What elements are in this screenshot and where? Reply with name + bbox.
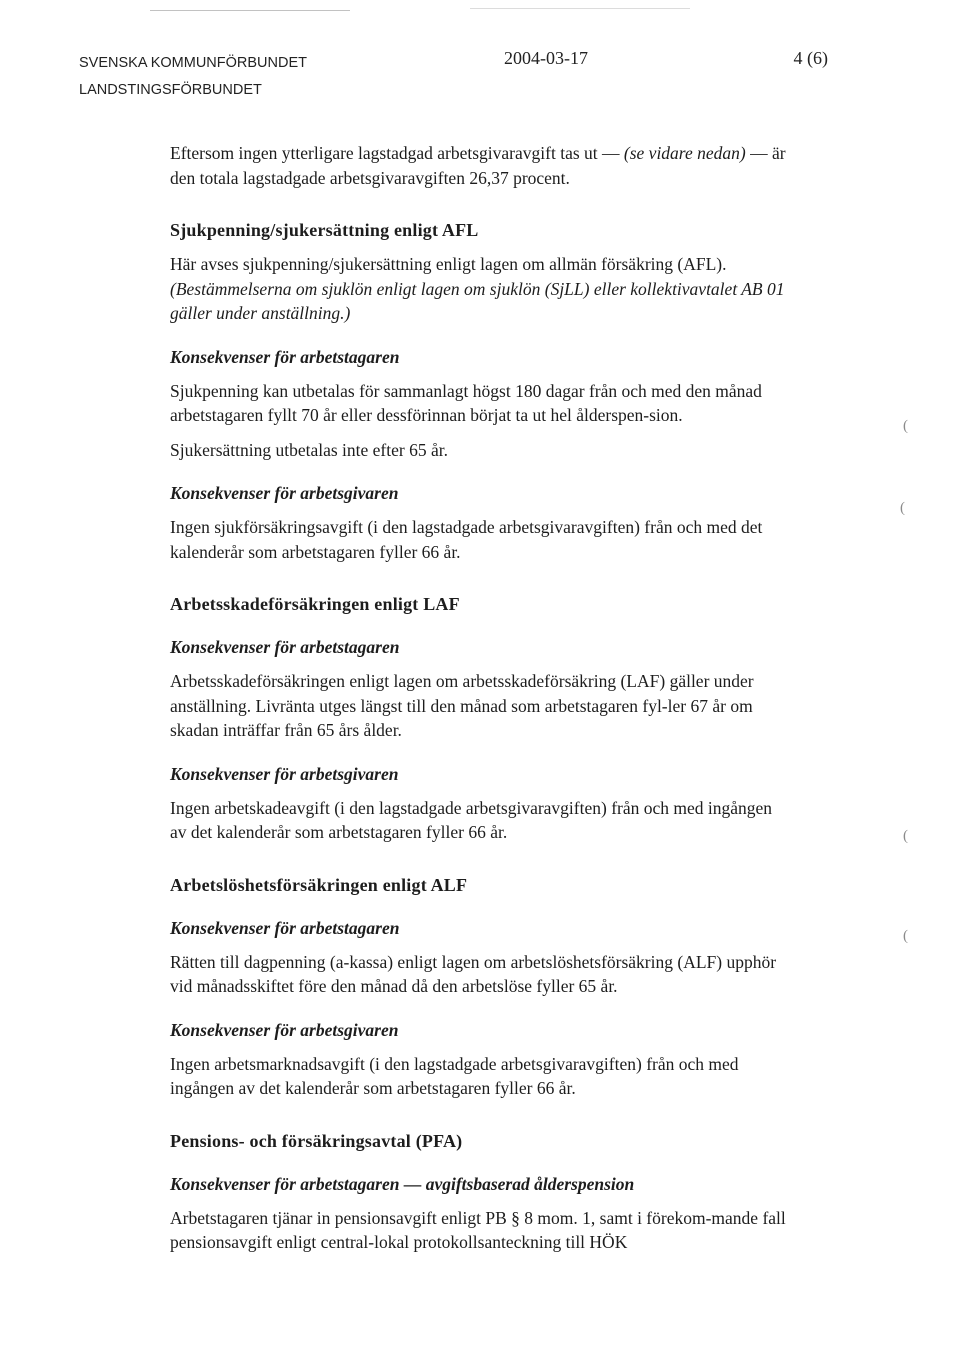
intro-italic: (se vidare nedan) [623, 143, 746, 163]
sjuk-arbetsgivaren-paragraph: Ingen sjukförsäkringsavgift (i den lagstadgade arbetsgivaravgiften) från och med det kalenderår som arbetstagaren fyller 66 år. [170, 517, 763, 562]
sjuk-arbetstagaren-paragraph-1: Sjukpenning kan utbetalas för sammanlagt högst 180 dagar från och med den månad arbetstagaren fyllt 70 år eller dessförinnan börjat ta ut hel ålderspen-sion. [170, 380, 762, 425]
sjuk-subheading-arbetsgivaren: Konsekvenser för arbetsgivaren [170, 483, 399, 503]
page-number: 4 (6) [793, 48, 828, 68]
intro-text-b: — är den totala lagstadgade arbetsgivaravgiften 26,37 procent. [170, 143, 786, 188]
sjuk-body-italic: (Bestämmelserna om sjuklön enligt lagen om sjuklön (SjLL) eller kollektivavtalet AB 01 gäller under anställning.) [170, 278, 785, 323]
sjuk-paragraph [170, 252, 790, 326]
scan-artifact [150, 10, 350, 11]
sjuk-arbetstagaren-paragraph-2: Sjukersättning utbetalas inte efter 65 år. [170, 439, 448, 460]
margin-mark: ( [900, 500, 905, 516]
document-body [170, 141, 790, 1255]
pfa-arbetstagaren-paragraph: Arbetstagaren tjänar in pensionsavgift enligt PB § 8 mom. 1, samt i förekom-mande fall pensionsavgift enligt central-lokal protokollsanteckning till HÖK [170, 1207, 786, 1252]
laf-arbetsgivaren-paragraph: Ingen arbetskadeavgift (i den lagstadgade arbetsgivaravgiften) från och med ingången av det kalenderår som arbetstagaren fyller 66 år. [170, 797, 773, 842]
intro-text-a: Eftersom ingen ytterligare lagstadgad arbetsgivaravgift tas ut — [170, 143, 624, 163]
pfa-subheading-arbetstagaren: Konsekvenser för arbetstagaren — avgiftsbaserad ålderspension [170, 1173, 635, 1194]
sjuk-body-text: Här avses sjukpenning/sjukersättning enligt lagen om allmän försäkring (AFL). [170, 254, 727, 274]
sjuk-subheading-arbetstagaren: Konsekvenser för arbetstagaren [170, 346, 400, 367]
alf-arbetstagaren-paragraph: Rätten till dagpenning (a-kassa) enligt lagen om arbetslöshetsförsäkring (ALF) upphör vid månadsskiftet före den månad då den arbetslöse fyller 65 år. [170, 951, 777, 996]
laf-subheading-arbetstagaren: Konsekvenser för arbetstagaren [170, 637, 400, 657]
header-date: 2004-03-17 [504, 48, 588, 68]
section-heading-laf: Arbetsskadeförsäkringen enligt LAF [170, 594, 460, 614]
laf-subheading-arbetsgivaren: Konsekvenser för arbetsgivaren [170, 763, 399, 784]
scan-artifact [470, 8, 690, 9]
margin-mark: ( [903, 828, 908, 844]
laf-arbetstagaren-paragraph: Arbetsskadeförsäkringen enligt lagen om arbetsskadeförsäkring (LAF) gäller under anställning. Livränta utges längst till den månad som arbetstagaren fyl-ler 67 år om skadan inträffar från 65 års ålder. [170, 671, 754, 740]
margin-mark: ( [903, 418, 908, 434]
header-organization [79, 50, 307, 104]
section-heading-pfa: Pensions- och försäkringsavtal (PFA) [170, 1130, 463, 1151]
section-heading-sjukpenning: Sjukpenning/sjukersättning enligt AFL [170, 220, 479, 240]
org-line-2: LANDSTINGSFÖRBUNDET [79, 82, 262, 98]
section-heading-alf: Arbetslöshetsförsäkringen enligt ALF [170, 874, 468, 895]
margin-mark: ( [903, 928, 908, 944]
intro-paragraph [170, 141, 790, 190]
alf-arbetsgivaren-paragraph: Ingen arbetsmarknadsavgift (i den lagstadgade arbetsgivaravgiften) från och med ingången av det kalenderår som arbetstagaren fyller 66 år. [170, 1053, 739, 1098]
alf-subheading-arbetstagaren: Konsekvenser för arbetstagaren [170, 917, 400, 938]
org-line-1: SVENSKA KOMMUNFÖRBUNDET [79, 55, 307, 71]
alf-subheading-arbetsgivaren: Konsekvenser för arbetsgivaren [170, 1019, 399, 1040]
